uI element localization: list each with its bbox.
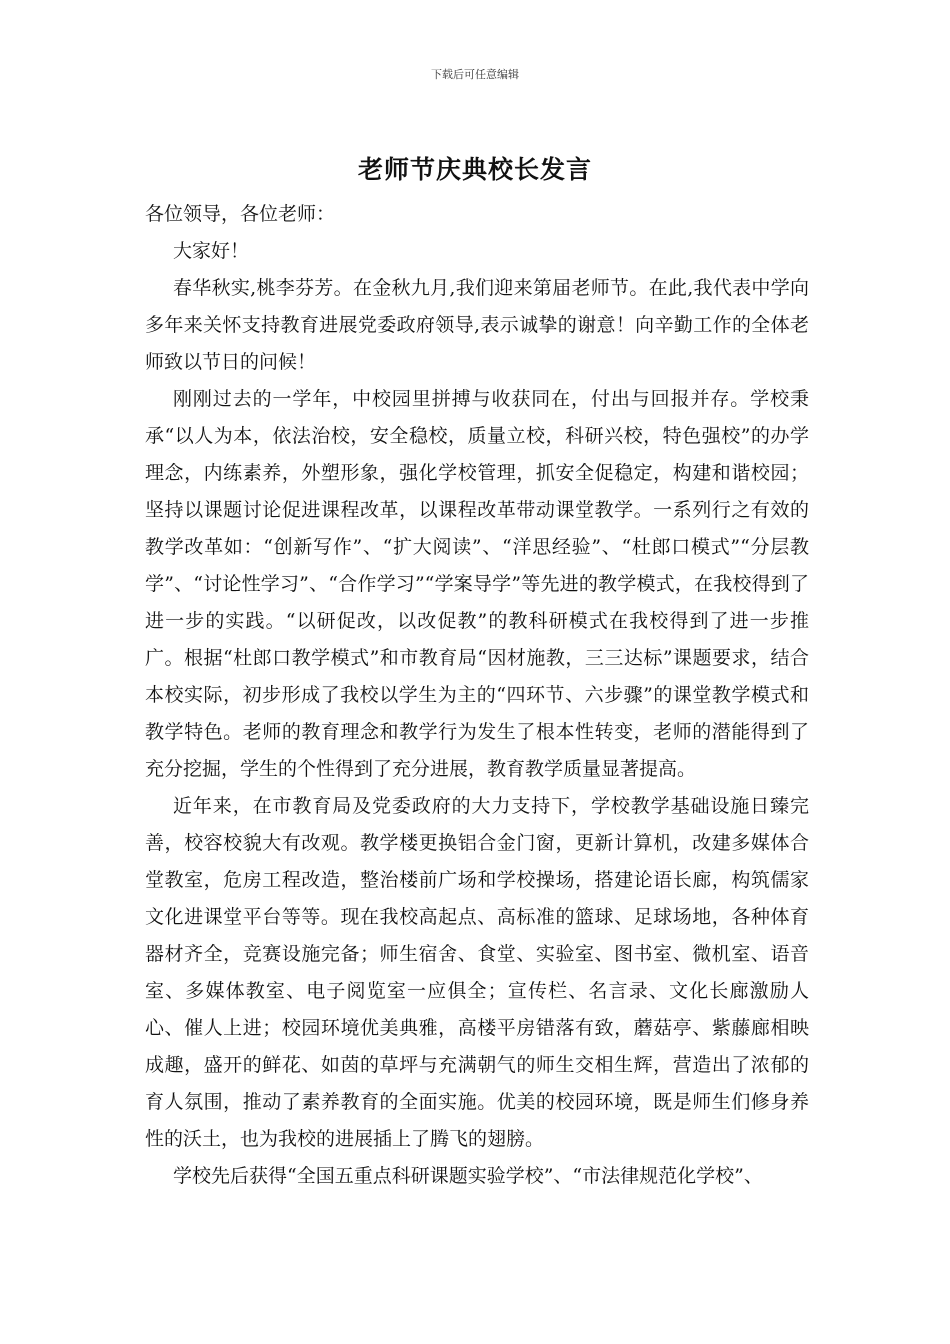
greeting: 大家好！ [173,240,250,262]
header-note: 下载后可任意编辑 [431,68,519,81]
document-title: 老师节庆典校长发言 [357,155,592,184]
paragraph-1: 春华秋实,桃李芬芳。在金秋九月,我们迎来第届老师节。在此,我代表中学向多年来关怀支持教育进展党委政府领导,表示诚挚的谢意！向辛勤工作的全体老师致以节日的问候！ [145,277,809,373]
salutation: 各位领导，各位老师： [145,203,336,225]
document-body [145,196,809,1195]
paragraph-2: 刚刚过去的一学年，中校园里拼搏与收获同在，付出与回报并存。学校秉承“以人为本，依法治校，安全稳校，质量立校，科研兴校，特色强校”的办学理念，内练素养，外塑形象，强化学校管理，抓安全促稳定，构建和谐校园；坚持以课题讨论促进课程改革，以课程改革带动课堂教学。一系列行之有效的教学改革如：“创新写作”、“扩大阅读”、“洋思经验”、“杜郎口模式”“分层教学”、“讨论性学习”、“合作学习”“学案导学”等先进的教学模式，在我校得到了进一步的实践。“以研促改，以改促教”的教科研模式在我校得到了进一步推广。根据“杜郎口教学模式”和市教育局“因材施教，三三达标”课题要求，结合本校实际，初步形成了我校以学生为主的“四环节、六步骤”的课堂教学模式和教学特色。老师的教育理念和教学行为发生了根本性转变，老师的潜能得到了充分挖掘，学生的个性得到了充分进展，教育教学质量显著提高。 [145,388,809,780]
paragraph-4: 学校先后获得“全国五重点科研课题实验学校”、“市法律规范化学校”、 [173,1165,763,1187]
paragraph-3: 近年来，在市教育局及党委政府的大力支持下，学校教学基础设施日臻完善，校容校貌大有改观。教学楼更换铝合金门窗，更新计算机，改建多媒体合堂教室，危房工程改造，整治楼前广场和学校操场，搭建论语长廊，构筑儒家文化进课堂平台等等。现在我校高起点、高标准的篮球、足球场地，各种体育器材齐全，竞赛设施完备；师生宿舍、食堂、实验室、图书室、微机室、语音室、多媒体教室、电子阅览室一应俱全；宣传栏、名言录、文化长廊激励人心、催人上进；校园环境优美典雅，高楼平房错落有致，蘑菇亭、紫藤廊相映成趣，盛开的鲜花、如茵的草坪与充满朝气的师生交相生辉，营造出了浓郁的育人氛围，推动了素养教育的全面实施。优美的校园环境，既是师生们修身养性的沃土，也为我校的进展插上了腾飞的翅膀。 [145,795,809,1150]
